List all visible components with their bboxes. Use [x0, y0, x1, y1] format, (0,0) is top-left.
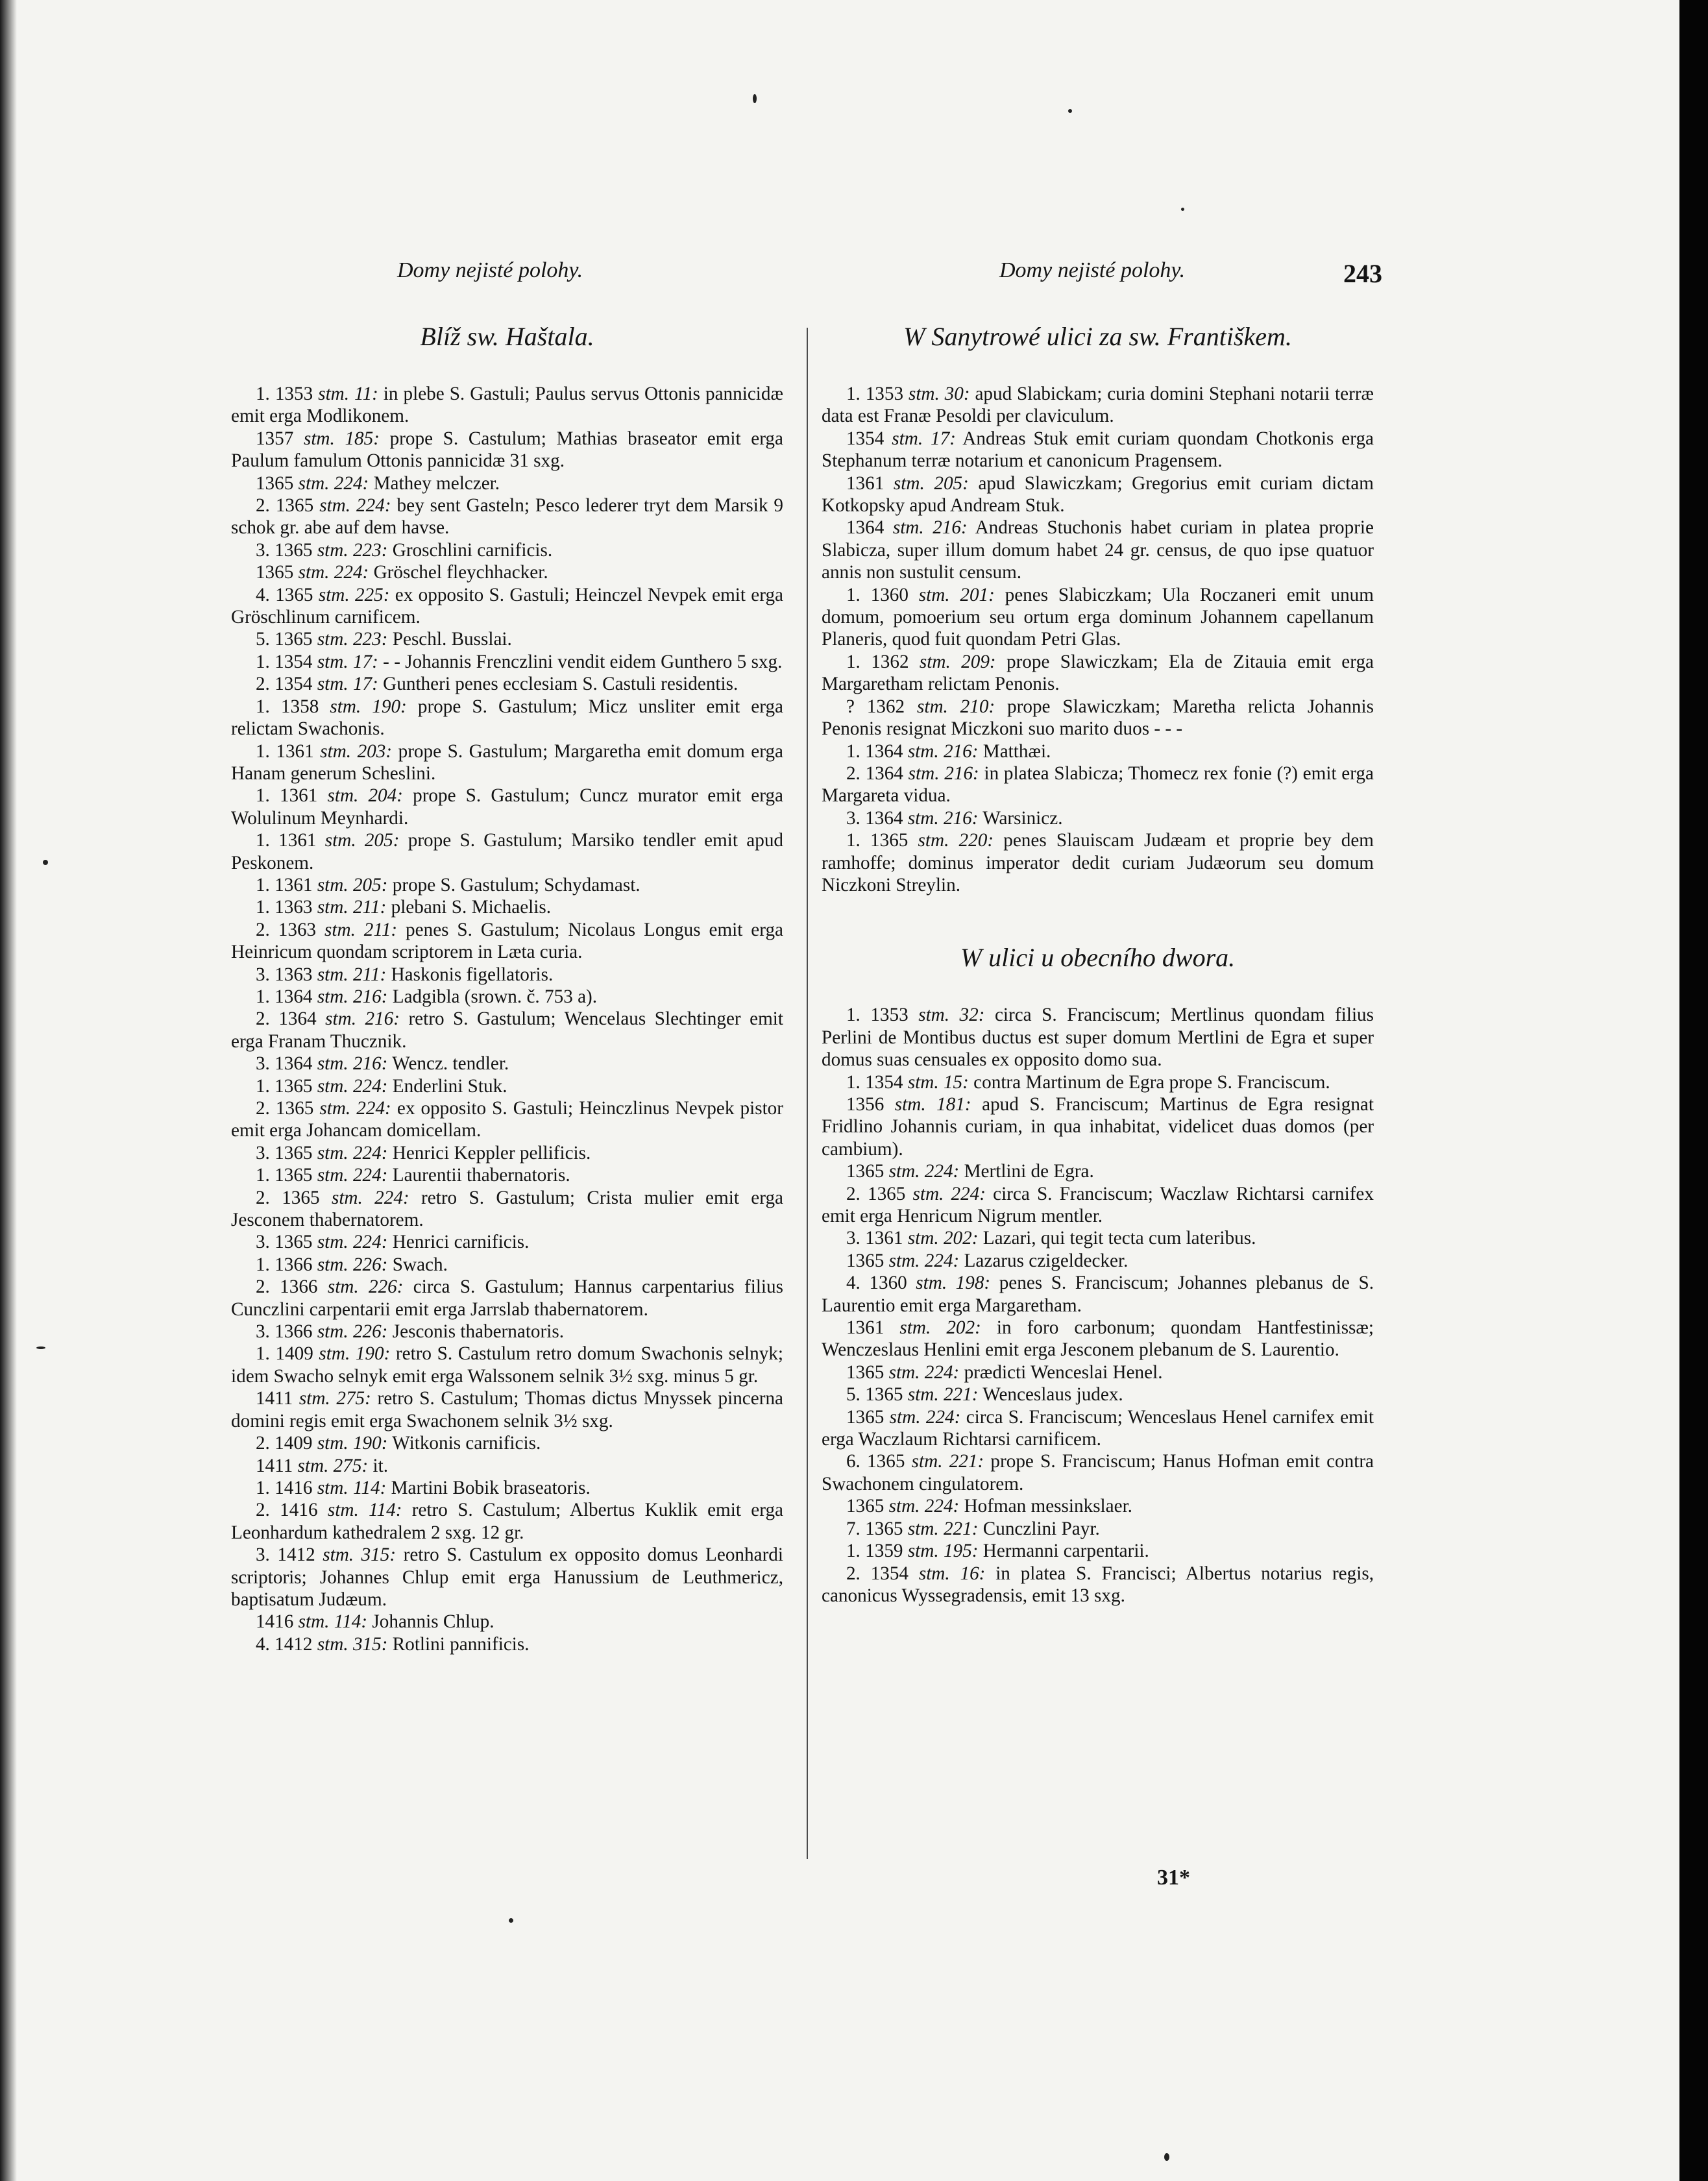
- entry-folio-reference: stm. 198:: [907, 1273, 991, 1294]
- entry-text: prope S. Castulum; Mathias braseator emit erga Paulum famulum Ottonis pannicidæ 31 sxg.: [231, 428, 783, 472]
- right-entry-list-2: [822, 1004, 1374, 1607]
- entry-text: penes S. Franciscum; Johannes plebanus de S. Laurentio emit erga Margaretham.: [822, 1273, 1374, 1316]
- entry-paragraph: [231, 584, 783, 629]
- entry-text: Mathey melczer.: [369, 472, 500, 494]
- entry-folio-reference: stm. 16:: [909, 1563, 986, 1584]
- entry-number-year: 1. 1362: [846, 651, 909, 672]
- scan-speck: [43, 860, 48, 865]
- entry-number-year: 3. 1365: [255, 1142, 313, 1164]
- entry-paragraph: [822, 1093, 1374, 1160]
- entry-text: Guntheri penes ecclesiam S. Castuli residentis.: [378, 674, 738, 695]
- entry-paragraph: [822, 807, 1374, 829]
- entry-text: Groschlini carnificis.: [387, 539, 553, 561]
- entry-paragraph: [231, 964, 783, 986]
- entry-number-year: 1. 1353: [846, 384, 904, 404]
- entry-paragraph: [231, 1455, 783, 1477]
- entry-folio-reference: stm. 216:: [903, 807, 979, 829]
- entry-number-year: 2. 1363: [255, 919, 317, 940]
- entry-number-year: 1365: [846, 1496, 884, 1517]
- entry-text: penes S. Gastulum; Nicolaus Longus emit erga Heinricum quondam scriptorem in Læta curia.: [231, 919, 783, 963]
- entry-text: circa S. Franciscum; Waczlaw Richtarsi carnifex emit erga Henricum Nigrum mentler.: [822, 1183, 1374, 1226]
- running-head-left: Domy nejisté polohy.: [397, 258, 583, 282]
- entry-folio-reference: stm. 226:: [312, 1321, 388, 1343]
- entry-paragraph: [231, 1611, 783, 1633]
- scan-edge-left: [0, 0, 17, 2181]
- entry-text: Andreas Stuk emit curiam quondam Chotkonis erga Stephanum terræ notarium et canonicum Pragensem.: [822, 428, 1374, 472]
- entry-text: circa S. Gastulum; Hannus carpentarius filius Cunczlini carpentarii emit erga Jarrslab thabernatorem.: [231, 1276, 783, 1320]
- entry-paragraph: [231, 1053, 783, 1075]
- entry-folio-reference: stm. 224:: [312, 1232, 388, 1253]
- entry-paragraph: [231, 785, 783, 829]
- entry-number-year: 2. 1409: [255, 1433, 313, 1454]
- entry-number-year: 1. 1363: [255, 897, 313, 918]
- entry-folio-reference: stm. 216:: [312, 1053, 388, 1075]
- entry-text: Ladgibla (srown. č. 753 a).: [387, 986, 598, 1007]
- entry-paragraph: [231, 628, 783, 650]
- entry-paragraph: [231, 696, 783, 740]
- entry-folio-reference: stm. 224:: [313, 1098, 391, 1119]
- entry-text: retro S. Castulum; Thomas dictus Mnyssek pincerna domini regis emit erga Swachonem selnik 3½ sxg.: [231, 1388, 783, 1432]
- entry-number-year: 3. 1361: [846, 1228, 903, 1249]
- entry-number-year: 6. 1365: [846, 1451, 905, 1472]
- entry-number-year: 1. 1365: [255, 1165, 313, 1186]
- entry-number-year: 2. 1365: [846, 1183, 906, 1204]
- entry-text: prope S. Gastulum; Cuncz murator emit erga Wolulinum Meynhardi.: [231, 785, 783, 829]
- entry-paragraph: [231, 740, 783, 785]
- entry-text: Henrici carnificis.: [387, 1232, 530, 1253]
- entry-paragraph: [231, 1432, 783, 1454]
- entry-paragraph: [822, 428, 1374, 472]
- entry-paragraph: [231, 896, 783, 918]
- entry-number-year: 1. 1358: [255, 696, 319, 717]
- entry-paragraph: [822, 584, 1374, 651]
- scan-speck: [36, 1346, 45, 1349]
- entry-folio-reference: stm. 223:: [312, 629, 388, 650]
- entry-text: prope S. Gastulum; Schydamast.: [387, 874, 640, 896]
- entry-folio-reference: stm. 223:: [312, 539, 388, 561]
- entry-folio-reference: stm. 17:: [884, 428, 956, 449]
- entry-folio-reference: stm. 114:: [293, 1611, 368, 1633]
- entry-number-year: 3. 1364: [255, 1053, 313, 1075]
- entry-folio-reference: stm. 190:: [312, 1433, 388, 1454]
- entry-number-year: 1. 1354: [846, 1071, 903, 1093]
- entry-folio-reference: stm. 202:: [903, 1228, 979, 1249]
- entry-number-year: 3. 1365: [255, 539, 313, 561]
- entry-paragraph: [822, 651, 1374, 696]
- entry-text: Peschl. Busslai.: [387, 629, 512, 650]
- entry-text: prope S. Gastulum; Micz unsliter emit erga relictam Swachonis.: [231, 696, 783, 740]
- entry-text: prope S. Franciscum; Hanus Hofman emit contra Swachonem cingulatorem.: [822, 1451, 1374, 1494]
- entry-text: apud Slabickam; curia domini Stephani notarii terræ data est Franæ Pesoldi per claviculum.: [822, 384, 1374, 427]
- entry-folio-reference: stm. 224:: [319, 1187, 409, 1208]
- entry-paragraph: [231, 1276, 783, 1321]
- entry-text: in foro carbonum; quondam Hantfestinissæ; Wenczeslaus Henlini emit erga Jesconem plebanum de S. Laurentio.: [822, 1317, 1374, 1361]
- entry-paragraph: [231, 1097, 783, 1142]
- entry-paragraph: [231, 986, 783, 1008]
- entry-text: Gröschel fleychhacker.: [369, 562, 548, 583]
- entry-number-year: 4. 1365: [255, 584, 313, 605]
- entry-folio-reference: stm. 224:: [312, 1165, 388, 1186]
- entry-text: ex opposito S. Gastuli; Heinczlinus Nevpek pistor emit erga Johancam domicellam.: [231, 1098, 783, 1141]
- entry-folio-reference: stm. 190:: [319, 696, 407, 717]
- entry-text: apud S. Franciscum; Martinus de Egra resignat Fridlino Johannis curiam, in qua inhabitat, videlicet duas domos (per cambium).: [822, 1093, 1374, 1160]
- entry-folio-reference: stm. 211:: [316, 919, 398, 940]
- entry-number-year: 1365: [255, 472, 294, 494]
- entry-folio-reference: stm. 221:: [903, 1518, 979, 1539]
- entry-paragraph: [231, 829, 783, 874]
- entry-number-year: 3. 1366: [255, 1321, 313, 1343]
- entry-number-year: 1. 1416: [255, 1477, 313, 1498]
- entry-number-year: 1. 1409: [255, 1343, 313, 1365]
- entry-paragraph: [231, 1164, 783, 1186]
- entry-number-year: 3. 1365: [255, 1232, 313, 1253]
- entry-number-year: 1. 1365: [255, 1075, 313, 1097]
- entry-text: it.: [368, 1455, 389, 1476]
- entry-paragraph: [231, 494, 783, 539]
- entry-number-year: 1. 1361: [255, 830, 317, 851]
- entry-number-year: 2. 1354: [846, 1563, 909, 1584]
- entry-folio-reference: stm. 32:: [908, 1005, 985, 1026]
- entry-number-year: 7. 1365: [846, 1518, 903, 1539]
- entry-text: prædicti Wenceslai Henel.: [959, 1361, 1163, 1383]
- entry-paragraph: [231, 561, 783, 583]
- entry-paragraph: [231, 1142, 783, 1164]
- entry-text: Matthæi.: [978, 740, 1051, 762]
- entry-text: bey sent Gasteln; Pesco lederer tryt dem Marsik 9 schok gr. abe auf dem havse.: [231, 495, 784, 539]
- entry-paragraph: [231, 651, 783, 673]
- entry-number-year: 2. 1364: [255, 1008, 317, 1030]
- entry-folio-reference: stm. 216:: [903, 740, 979, 762]
- entry-number-year: 3. 1364: [846, 807, 903, 829]
- entry-paragraph: [822, 1383, 1374, 1406]
- entry-number-year: 1. 1360: [846, 584, 909, 605]
- entry-paragraph: [822, 1563, 1374, 1607]
- entry-text: prope S. Gastulum; Margaretha emit domum erga Hanam generum Scheslini.: [231, 740, 783, 784]
- entry-text: Wencz. tendler.: [387, 1053, 509, 1075]
- entry-folio-reference: stm. 181:: [884, 1093, 971, 1115]
- entry-folio-reference: stm. 30:: [903, 384, 970, 404]
- entry-folio-reference: stm. 315:: [312, 1633, 388, 1655]
- entry-paragraph: [822, 383, 1374, 428]
- entry-folio-reference: stm. 315:: [315, 1544, 396, 1566]
- entry-number-year: 5. 1365: [255, 629, 313, 650]
- entry-number-year: 3. 1363: [255, 964, 313, 985]
- entry-number-year: 1411: [255, 1455, 293, 1476]
- entry-paragraph: [231, 539, 783, 561]
- entry-number-year: 1. 1364: [846, 740, 903, 762]
- section-heading-bliz-sw-hastala: Blíž sw. Haštala.: [420, 322, 594, 351]
- entry-text: contra Martinum de Egra prope S. Franciscum.: [968, 1071, 1330, 1093]
- scan-speck: [1164, 2153, 1169, 2161]
- entry-text: penes Slabiczkam; Ula Roczaneri emit unum domum, pomoerium seu ortum erga dominum Johannem capellanum Planeris, quod fuit quondam Petri Glas.: [822, 584, 1374, 650]
- entry-number-year: 1361: [846, 472, 884, 494]
- entry-text: retro S. Castulum retro domum Swachonis selnyk; idem Swacho selnyk emit erga Walssonem selnik 3½ sxg. minus 5 gr.: [231, 1343, 783, 1387]
- entry-number-year: 1411: [255, 1388, 293, 1409]
- entry-number-year: 1364: [846, 517, 884, 539]
- entry-text: penes Slauiscam Judæam et proprie bey dem ramhoffe; dominus imperator dedit curiam Judæorum seu domum Niczkoni Streylin.: [822, 830, 1374, 896]
- entry-number-year: 2. 1365: [255, 1098, 314, 1119]
- entry-number-year: 2. 1354: [255, 674, 313, 695]
- column-divider: [807, 328, 808, 1859]
- entry-folio-reference: stm. 220:: [908, 830, 994, 851]
- entry-paragraph: [822, 472, 1374, 517]
- entry-paragraph: [822, 1227, 1374, 1249]
- entry-number-year: 1. 1359: [846, 1541, 903, 1562]
- entry-folio-reference: stm. 275:: [293, 1455, 369, 1476]
- entry-folio-reference: stm. 15:: [903, 1071, 969, 1093]
- entry-number-year: 1356: [846, 1093, 884, 1115]
- entry-text: in platea Slabicza; Thomecz rex fonie (?) emit erga Margareta vidua.: [822, 762, 1374, 807]
- entry-text: ex opposito S. Gastuli; Heinczel Nevpek emit erga Gröschlinum carnificem.: [231, 584, 783, 628]
- entry-number-year: 4. 1360: [846, 1273, 907, 1294]
- entry-paragraph: [231, 874, 783, 896]
- entry-paragraph: [231, 428, 783, 472]
- entry-folio-reference: stm. 201:: [908, 584, 995, 605]
- scan-edge-right: [1679, 0, 1708, 2181]
- entry-paragraph: [822, 1160, 1374, 1182]
- entry-paragraph: [822, 1071, 1374, 1093]
- entry-number-year: 1. 1354: [255, 651, 313, 672]
- entry-number-year: 1. 1353: [255, 384, 313, 404]
- entry-text: retro S. Castulum ex opposito domus Leonhardi scriptoris; Johannes Chlup emit erga Hanussium de Leuthmericz, baptisatum Judæum.: [231, 1544, 784, 1610]
- scan-speck: [509, 1918, 513, 1923]
- entry-paragraph: [231, 673, 783, 695]
- entry-text: apud Slawiczkam; Gregorius emit curiam dictam Kotkopsky apud Andream Stuk.: [822, 472, 1374, 517]
- entry-number-year: 1357: [255, 428, 294, 449]
- scan-speck: [1181, 208, 1184, 211]
- entry-paragraph: [822, 517, 1374, 583]
- entry-folio-reference: stm. 204:: [317, 785, 403, 807]
- entry-paragraph: [822, 1361, 1374, 1383]
- entry-text: Cunczlini Payr.: [978, 1518, 1100, 1539]
- entry-paragraph: [822, 829, 1374, 896]
- entry-folio-reference: stm. 275:: [293, 1388, 371, 1409]
- entry-folio-reference: stm. 216:: [312, 986, 388, 1007]
- entry-number-year: ? 1362: [846, 696, 905, 717]
- entry-number-year: 1365: [846, 1161, 884, 1182]
- entry-folio-reference: stm. 202:: [884, 1317, 981, 1339]
- entry-folio-reference: stm. 224:: [905, 1183, 986, 1204]
- entry-folio-reference: stm. 224:: [293, 472, 369, 494]
- entry-paragraph: [231, 1477, 783, 1499]
- right-entry-list-1: [822, 383, 1374, 896]
- entry-folio-reference: stm. 210:: [905, 696, 995, 717]
- entry-paragraph: [822, 762, 1374, 807]
- entry-folio-reference: stm. 226:: [312, 1254, 388, 1275]
- entry-folio-reference: stm. 216:: [903, 762, 979, 784]
- entry-text: Rotlini pannificis.: [387, 1633, 530, 1655]
- entry-number-year: 1. 1364: [255, 986, 313, 1007]
- entry-text: Hofman messinkslaer.: [959, 1496, 1132, 1517]
- entry-text: prope Slawiczkam; Maretha relicta Johannis Penonis resignat Miczkoni suo marito duos - - -: [822, 696, 1374, 740]
- entry-paragraph: [822, 1540, 1374, 1562]
- entry-text: - - Johannis Frenczlini vendit eidem Gunthero 5 sxg.: [378, 651, 783, 672]
- entry-number-year: 2. 1366: [255, 1276, 318, 1298]
- entry-number-year: 5. 1365: [846, 1384, 903, 1406]
- entry-number-year: 1. 1353: [846, 1005, 909, 1026]
- entry-paragraph: [822, 1406, 1374, 1451]
- entry-paragraph: [822, 1518, 1374, 1540]
- entry-number-year: 3. 1412: [255, 1544, 315, 1566]
- entry-paragraph: [822, 1450, 1374, 1495]
- entry-folio-reference: stm. 224:: [312, 1142, 388, 1164]
- entry-folio-reference: stm. 114:: [312, 1477, 387, 1498]
- entry-folio-reference: stm. 11:: [313, 384, 378, 404]
- entry-folio-reference: stm. 205:: [316, 830, 400, 851]
- entry-folio-reference: stm. 203:: [313, 740, 393, 762]
- entry-folio-reference: stm. 221:: [903, 1384, 979, 1406]
- entry-folio-reference: stm. 226:: [317, 1276, 404, 1298]
- entry-text: Lazarus czigeldecker.: [959, 1250, 1128, 1271]
- entry-folio-reference: stm. 209:: [909, 651, 996, 672]
- entry-text: retro S. Gastulum; Crista mulier emit erga Jesconem thabernatorem.: [231, 1187, 783, 1231]
- entry-text: prope Slawiczkam; Ela de Zitauia emit erga Margaretham relictam Penonis.: [822, 651, 1374, 695]
- entry-folio-reference: stm. 195:: [903, 1541, 979, 1562]
- entry-paragraph: [231, 472, 783, 494]
- entry-folio-reference: stm. 185:: [293, 428, 380, 449]
- entry-folio-reference: stm. 224:: [884, 1361, 960, 1383]
- entry-folio-reference: stm. 225:: [313, 584, 390, 605]
- entry-text: Jesconis thabernatoris.: [387, 1321, 565, 1343]
- entry-folio-reference: stm. 224:: [884, 1406, 961, 1428]
- scan-speck: [753, 94, 757, 103]
- entry-text: Laurentii thabernatoris.: [387, 1165, 570, 1186]
- entry-paragraph: [231, 1008, 783, 1053]
- entry-paragraph: [231, 383, 783, 428]
- entry-text: Swach.: [387, 1254, 448, 1275]
- entry-folio-reference: stm. 114:: [317, 1500, 402, 1521]
- entry-text: Wenceslaus judex.: [978, 1384, 1123, 1406]
- entry-paragraph: [231, 1343, 783, 1387]
- entry-number-year: 1. 1366: [255, 1254, 313, 1275]
- entry-text: Henrici Keppler pellificis.: [387, 1142, 591, 1164]
- entry-paragraph: [822, 1272, 1374, 1317]
- entry-number-year: 1354: [846, 428, 884, 449]
- entry-number-year: 1365: [255, 562, 294, 583]
- entry-paragraph: [231, 1187, 783, 1232]
- entry-paragraph: [231, 1499, 783, 1544]
- entry-folio-reference: stm. 224:: [884, 1161, 960, 1182]
- entry-number-year: 1416: [255, 1611, 294, 1633]
- entry-paragraph: [231, 1321, 783, 1343]
- section-heading-obecni-dwur: W ulici u obecního dwora.: [960, 943, 1236, 973]
- scan-speck: [1068, 109, 1072, 113]
- entry-text: in plebe S. Gastuli; Paulus servus Ottonis pannicidæ emit erga Modlikonem.: [231, 384, 783, 427]
- entry-number-year: 2. 1365: [255, 495, 314, 517]
- entry-number-year: 1. 1365: [846, 830, 909, 851]
- entry-paragraph: [822, 1183, 1374, 1228]
- entry-number-year: 1. 1361: [255, 740, 314, 762]
- entry-paragraph: [231, 1075, 783, 1097]
- entry-folio-reference: stm. 216:: [884, 517, 968, 539]
- entry-text: prope S. Gastulum; Marsiko tendler emit apud Peskonem.: [231, 830, 784, 873]
- entry-folio-reference: stm. 224:: [293, 562, 369, 583]
- running-head-right: Domy nejisté polohy.: [999, 258, 1186, 282]
- entry-text: Mertlini de Egra.: [959, 1161, 1094, 1182]
- entry-text: Haskonis figellatoris.: [386, 964, 554, 985]
- entry-paragraph: [231, 919, 783, 964]
- entry-number-year: 2. 1365: [255, 1187, 320, 1208]
- entry-text: retro S. Gastulum; Wencelaus Slechtinger emit erga Franam Thucznik.: [231, 1008, 783, 1052]
- entry-paragraph: [231, 1387, 783, 1432]
- entry-text: Lazari, qui tegit tecta cum lateribus.: [978, 1228, 1256, 1249]
- entry-paragraph: [231, 1231, 783, 1253]
- entry-number-year: 1365: [846, 1250, 884, 1271]
- entry-text: Andreas Stuchonis habet curiam in platea proprie Slabicza, super illum domum habet 24 gr. census, de quo ipse quatuor annis non sustulit censum.: [822, 517, 1374, 583]
- entry-paragraph: [822, 696, 1374, 740]
- entry-folio-reference: stm. 205:: [884, 472, 969, 494]
- entry-folio-reference: stm. 17:: [312, 674, 378, 695]
- entry-number-year: 1. 1361: [255, 785, 318, 807]
- entry-text: Enderlini Stuk.: [387, 1075, 507, 1097]
- entry-paragraph: [822, 1004, 1374, 1071]
- entry-folio-reference: stm. 224:: [884, 1496, 960, 1517]
- entry-paragraph: [231, 1633, 783, 1655]
- left-entry-list: [231, 383, 783, 1655]
- section-heading-sanytrowe-ulice: W Sanytrowé ulici za sw. Františkem.: [903, 322, 1292, 351]
- entry-folio-reference: stm. 224:: [884, 1250, 960, 1271]
- entry-number-year: 2. 1364: [846, 762, 903, 784]
- entry-folio-reference: stm. 224:: [312, 1075, 388, 1097]
- left-column: [231, 318, 783, 1655]
- entry-text: plebani S. Michaelis.: [386, 897, 552, 918]
- entry-number-year: 1361: [846, 1317, 884, 1339]
- entry-paragraph: [231, 1544, 783, 1611]
- entry-text: in platea S. Francisci; Albertus notarius regis, canonicus Wyssegradensis, emit 13 sxg.: [822, 1563, 1374, 1606]
- entry-folio-reference: stm. 224:: [313, 495, 391, 517]
- entry-text: Hermanni carpentarii.: [978, 1541, 1149, 1562]
- entry-number-year: 4. 1412: [255, 1633, 313, 1655]
- entry-paragraph: [822, 1495, 1374, 1517]
- entry-text: Johannis Chlup.: [367, 1611, 494, 1633]
- entry-text: Martini Bobik braseatoris.: [386, 1477, 591, 1498]
- signature-mark: 31*: [1157, 1866, 1190, 1890]
- entry-text: Witkonis carnificis.: [387, 1433, 541, 1454]
- entry-folio-reference: stm. 17:: [312, 651, 378, 672]
- right-column: [822, 318, 1374, 1607]
- entry-number-year: 2. 1416: [255, 1500, 318, 1521]
- entry-text: Warsinicz.: [978, 807, 1063, 829]
- entry-folio-reference: stm. 205:: [312, 874, 388, 896]
- entry-number-year: 1. 1361: [255, 874, 313, 896]
- entry-folio-reference: stm. 211:: [312, 964, 387, 985]
- entry-text: circa S. Franciscum; Wenceslaus Henel carnifex emit erga Waczlaum Richtarsi carnificem.: [822, 1406, 1374, 1450]
- entry-folio-reference: stm. 221:: [905, 1451, 984, 1472]
- entry-number-year: 1365: [846, 1361, 884, 1383]
- entry-paragraph: [822, 740, 1374, 762]
- entry-folio-reference: stm. 216:: [316, 1008, 400, 1030]
- entry-paragraph: [231, 1254, 783, 1276]
- entry-text: retro S. Castulum; Albertus Kuklik emit erga Leonhardum kathedralem 2 sxg. 12 gr.: [231, 1500, 783, 1543]
- entry-number-year: 1365: [846, 1406, 884, 1428]
- entry-paragraph: [822, 1317, 1374, 1361]
- entry-folio-reference: stm. 211:: [312, 897, 387, 918]
- entry-folio-reference: stm. 190:: [313, 1343, 391, 1365]
- page-number: 243: [1343, 259, 1382, 288]
- entry-paragraph: [822, 1250, 1374, 1272]
- entry-text: circa S. Franciscum; Mertlinus quondam filius Perlini de Montibus ductus est super domum Mertlini de Egra et super domus suas censuales ex opposito domo sua.: [822, 1005, 1374, 1071]
